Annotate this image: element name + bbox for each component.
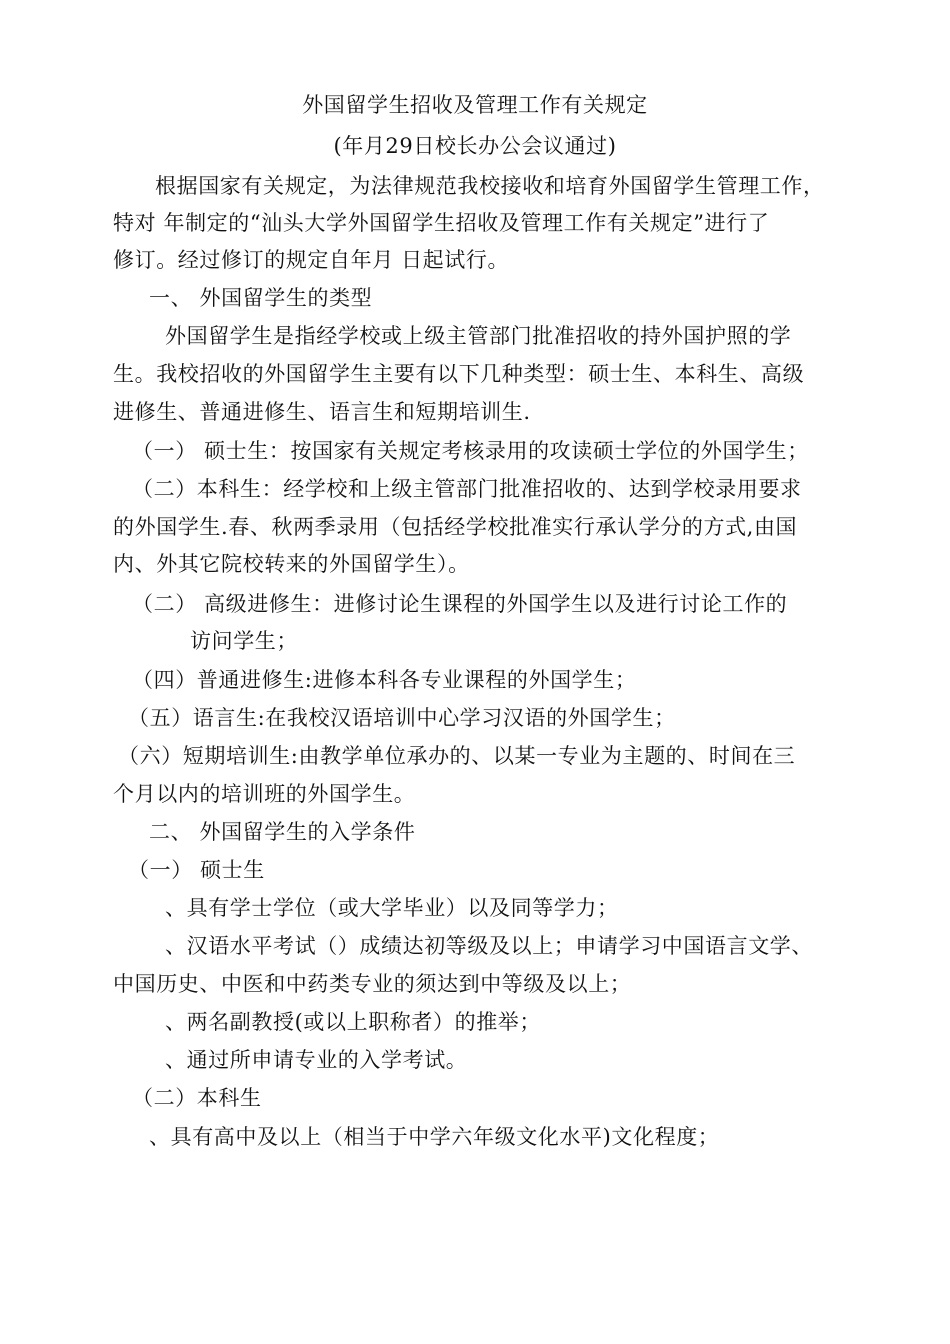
list-item: 、通过所申请专业的入学考试。 (165, 1048, 468, 1072)
list-item: （六）短期培训生:由教学单位承办的、以某一专业为主题的、时间在三 (118, 744, 796, 768)
list-item: （四）普通进修生:进修本科各专业课程的外国学生； (132, 668, 637, 692)
text-line: 特对 年制定的“汕头大学外国留学生招收及管理工作有关规定”进行了 (113, 211, 770, 235)
text-line: 内、外其它院校转来的外国留学生）。 (113, 552, 470, 576)
document-title: 外国留学生招收及管理工作有关规定 (302, 93, 648, 117)
list-item: （二）本科生：经学校和上级主管部门批准招收的、达到学校录用要求 (132, 477, 802, 501)
text-line: 进修生、普通进修生、语言生和短期培训生. (113, 400, 531, 424)
subsection-heading: （二）本科生 (132, 1086, 262, 1110)
list-item: （二） 高级进修生：进修讨论生课程的外国学生以及进行讨论工作的 (132, 592, 788, 616)
text-line: 个月以内的培训班的外国学生。 (113, 782, 416, 806)
section-heading: 一、 外国留学生的类型 (149, 286, 373, 310)
document-subtitle: (年月29日校长办公会议通过) (333, 134, 617, 158)
text-line: 中国历史、中医和中药类专业的须达到中等级及以上； (113, 972, 632, 996)
text-line: 的外国学生.春、秋两季录用（包括经学校批准实行承认学分的方式,由国 (113, 515, 798, 539)
text-line: 外国留学生是指经学校或上级主管部门批准招收的持外国护照的学 (165, 324, 792, 348)
text-line: 生。我校招收的外国留学生主要有以下几种类型：硕士生、本科生、高级 (113, 362, 805, 386)
subsection-heading: （一） 硕士生 (128, 858, 265, 882)
list-item: 、两名副教授(或以上职称者）的推举； (165, 1010, 541, 1034)
list-item: 、汉语水平考试（）成绩达初等级及以上；申请学习中国语言文学、 (165, 934, 813, 958)
list-item: 、具有学士学位（或大学毕业）以及同等学力； (165, 896, 619, 920)
text-line: 访问学生； (190, 629, 298, 653)
list-item: （一） 硕士生：按国家有关规定考核录用的攻读硕士学位的外国学生； (132, 439, 809, 463)
text-line: 根据国家有关规定，为法律规范我校接收和培育外国留学生管理工作， (155, 174, 825, 198)
section-heading: 二、 外国留学生的入学条件 (149, 820, 416, 844)
list-item: （五）语言生:在我校汉语培训中心学习汉语的外国学生； (128, 706, 676, 730)
text-line: 修订。经过修订的规定自年月 日起试行。 (113, 248, 510, 272)
list-item: 、具有高中及以上（相当于中学六年级文化水平)文化程度； (149, 1125, 720, 1149)
